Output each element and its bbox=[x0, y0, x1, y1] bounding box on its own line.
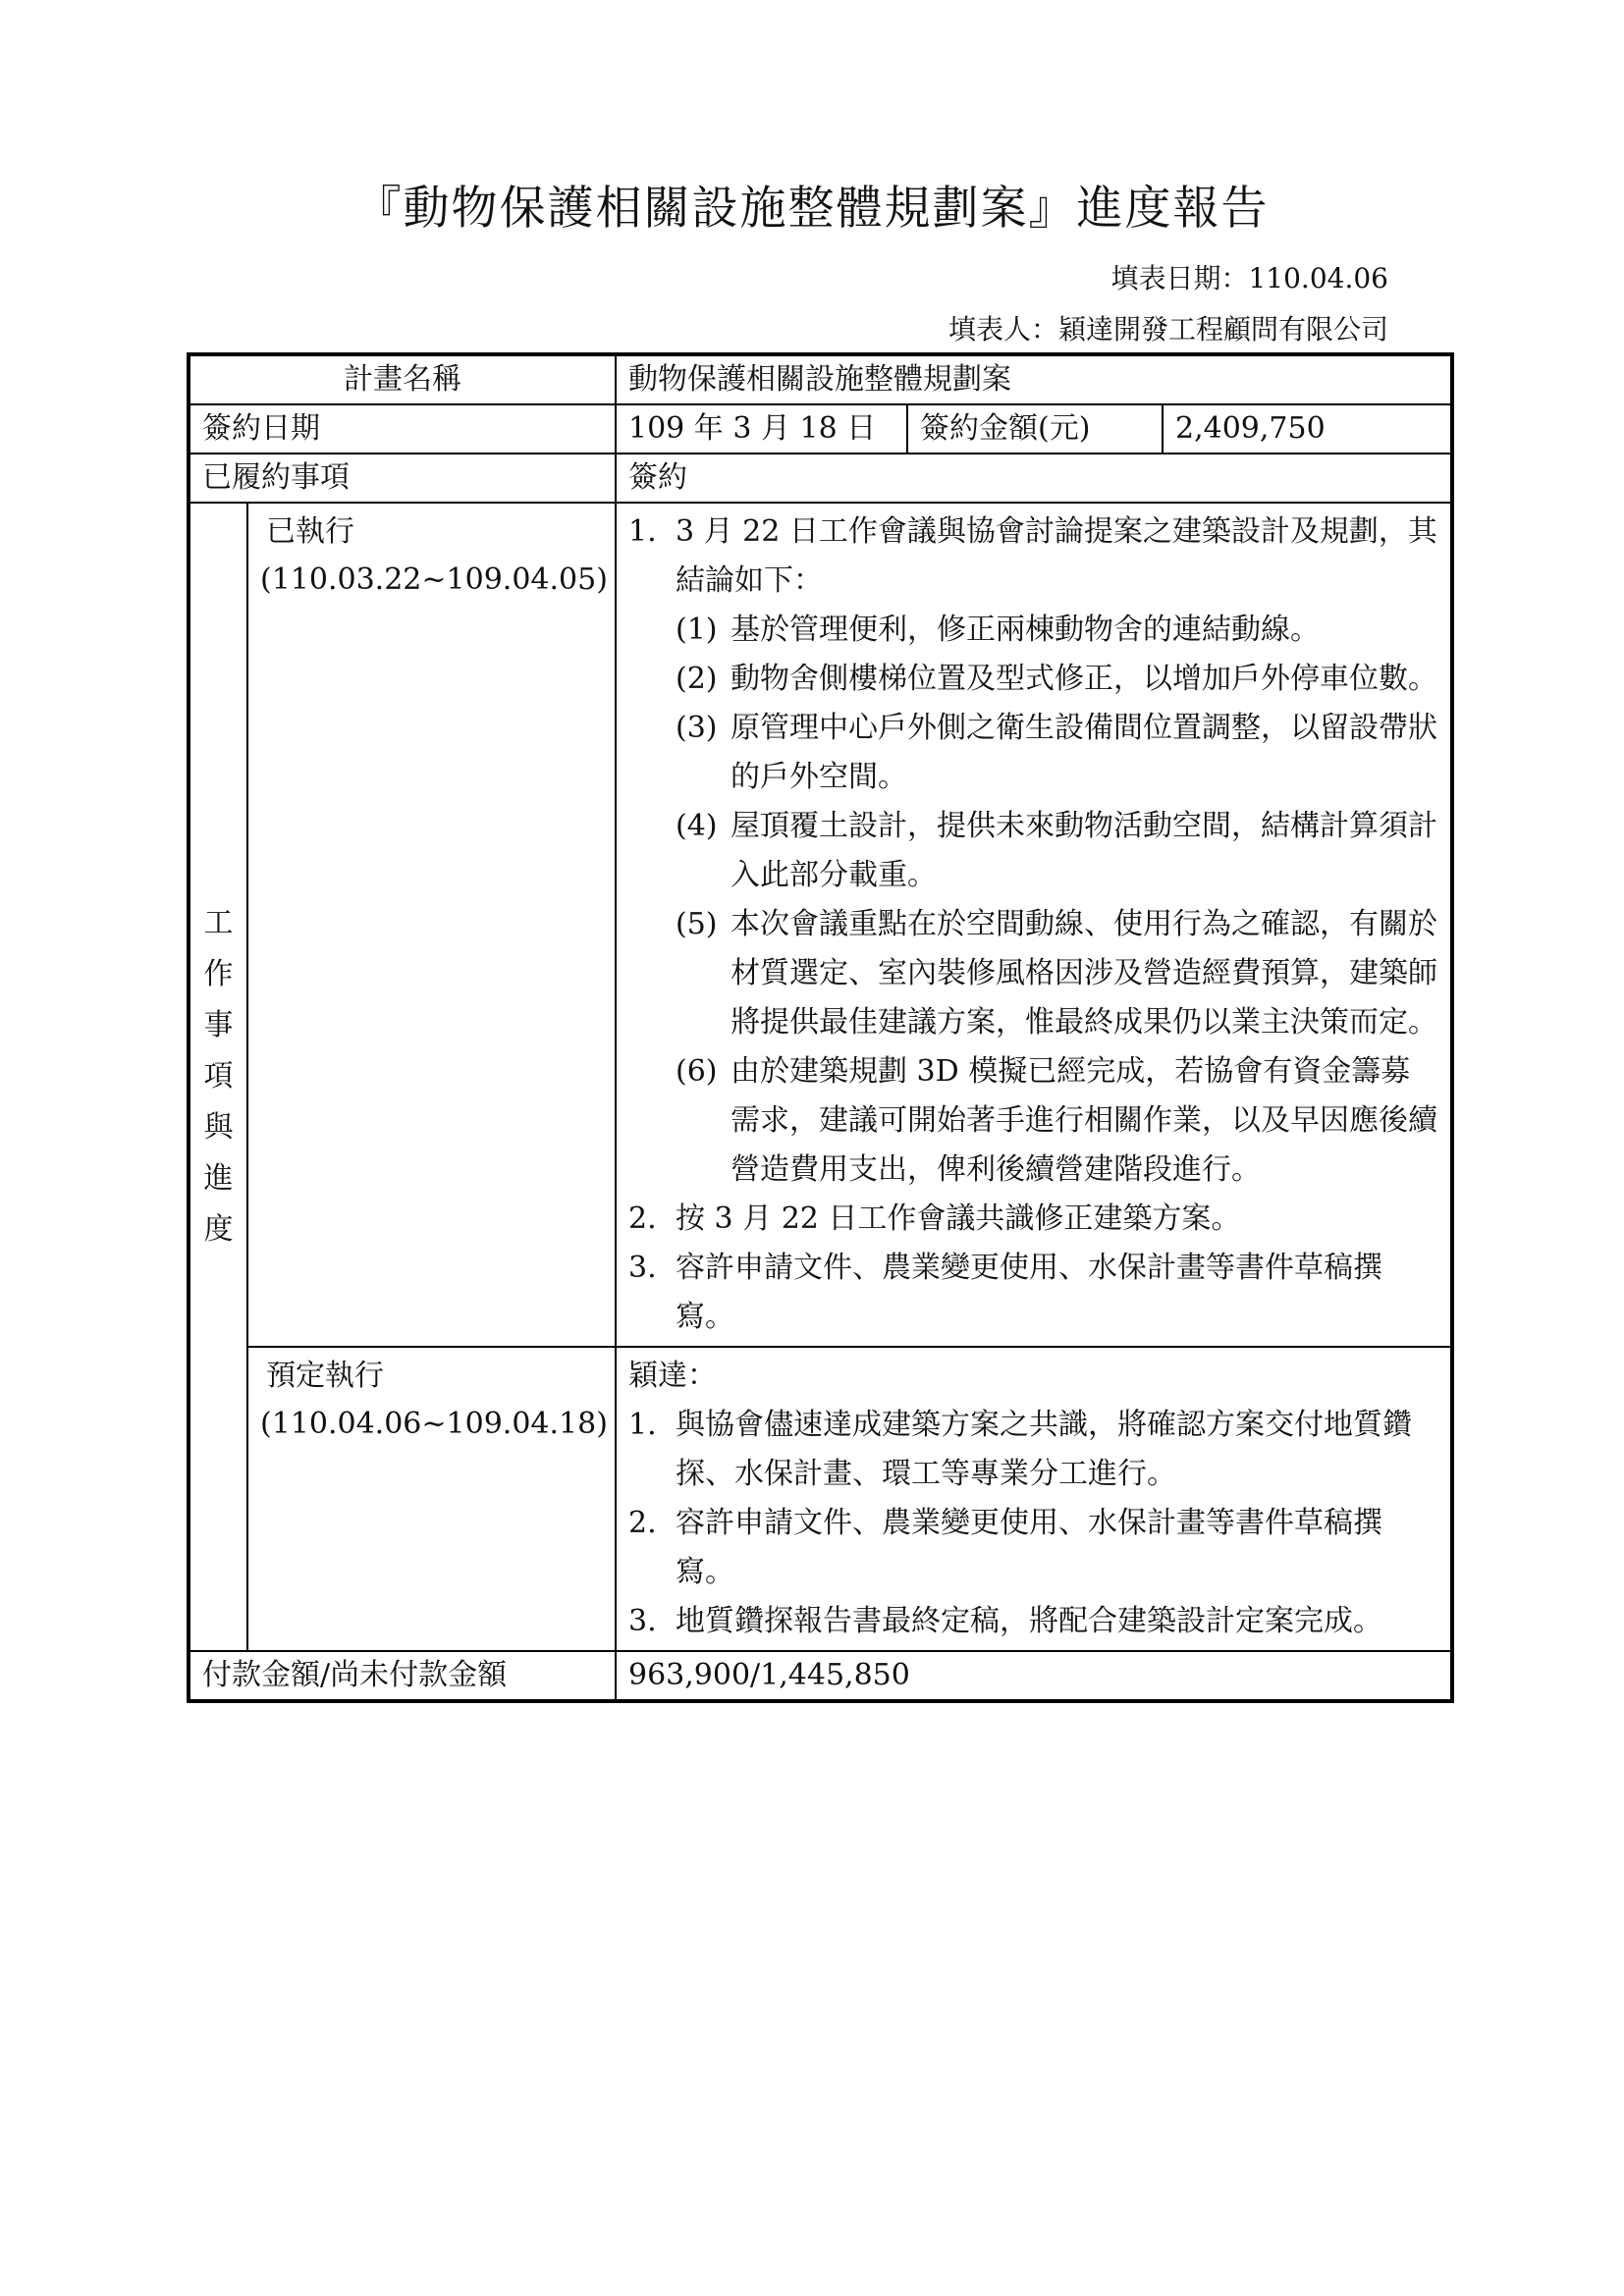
row-payment bbox=[189, 1651, 1452, 1701]
contract-amount-label: 簽約金額(元) bbox=[907, 404, 1163, 454]
project-name-value: 動物保護相關設施整體規劃案 bbox=[616, 354, 1452, 404]
planned-list bbox=[628, 1401, 1438, 1646]
list-item: 3. 容許申請文件、農業變更使用、水保計畫等書件草稿撰寫。 bbox=[628, 1251, 1382, 1334]
row-project-name bbox=[189, 354, 1452, 404]
list-item: (5) 本次會議重點在於空間動線、使用行為之確認，有關於材質選定、室內裝修風格因涉及營造經費預算，建築師將提供最佳建議方案，惟最終成果仍以業主決策而定。 bbox=[676, 907, 1437, 1040]
list-item: 2. 按 3 月 22 日工作會議共識修正建築方案。 bbox=[628, 1201, 1241, 1236]
list-item: (6) 由於建築規劃 3D 模擬已經完成，若協會有資金籌募需求，建議可開始著手進行相關作業，以及早因應後續營造費用支出，俾利後續營建階段進行。 bbox=[676, 1054, 1437, 1187]
payment-value: 963,900/1,445,850 bbox=[616, 1651, 1452, 1701]
payment-label: 付款金額/尚未付款金額 bbox=[189, 1651, 616, 1701]
progress-report-table bbox=[187, 352, 1454, 1703]
list-item: 2. 容許申請文件、農業變更使用、水保計畫等書件草稿撰寫。 bbox=[628, 1506, 1382, 1589]
row-executed bbox=[189, 503, 1452, 1347]
list-item: (3) 原管理中心戶外側之衛生設備間位置調整，以留設帶狀的戶外空間。 bbox=[676, 711, 1437, 794]
sign-date-value: 109 年 3 月 18 日 bbox=[616, 404, 907, 454]
project-name-label: 計畫名稱 bbox=[189, 354, 616, 404]
executed-sublist bbox=[676, 606, 1438, 1195]
planned-content bbox=[616, 1347, 1452, 1651]
planned-range: (110.04.06~109.04.18) bbox=[260, 1407, 608, 1441]
list-item: 1. 3 月 22 日工作會議與協會討論提案之建築設計及規劃，其結論如下： (1) 基於管理便利，修正兩棟動物舍的連結動線。 (2) 動物舍側樓梯位置及型式修正，以增加戶外停車位數。 (3) 原管理中心戶外側之衛生設備間位置調整，以留設帶狀的戶外空間。 (4) 屋頂覆土設計，提供未來動物活動空間，結構計算須計入此部分載重。 (5) 本次會議重點在於空間動線、使用行為之確認，有關於材質選定、室內裝修風格因涉及營造經費預算，建築師將提供最佳建議方案，惟最終成果仍以業主決策而定。 (6) 由於建築規劃 3D 模擬已經完成，若協會有資金籌募需求，建議可開始著手進行相關作業，以及早因應後續營造費用支出，俾利後續營建階段進行。 bbox=[628, 507, 1438, 1195]
planned-label: 預定執行 bbox=[266, 1359, 384, 1393]
executed-range: (110.03.22~109.04.05) bbox=[260, 562, 608, 597]
document-title: 『動物保護相關設施整體規劃案』進度報告 bbox=[354, 182, 1270, 236]
row-sign-date bbox=[189, 404, 1452, 454]
fulfilled-label: 已履約事項 bbox=[189, 454, 616, 503]
list-item: 1. 與協會儘速達成建築方案之共識，將確認方案交付地質鑽探、水保計畫、環工等專業分工進行。 bbox=[628, 1408, 1412, 1491]
executed-label: 已執行 bbox=[266, 514, 354, 549]
executed-list bbox=[628, 507, 1438, 1342]
fill-date: 填表日期：110.04.06 bbox=[1110, 262, 1388, 294]
list-item: (1) 基於管理便利，修正兩棟動物舍的連結動線。 bbox=[676, 613, 1320, 647]
fulfilled-value: 簽約 bbox=[616, 454, 1452, 503]
row-fulfilled bbox=[189, 454, 1452, 503]
list-item: (2) 動物舍側樓梯位置及型式修正，以增加戶外停車位數。 bbox=[676, 662, 1437, 696]
list-item: 3. 地質鑽探報告書最終定稿，將配合建築設計定案完成。 bbox=[628, 1604, 1382, 1638]
planned-label-cell bbox=[247, 1347, 616, 1651]
executed-label-cell bbox=[247, 503, 616, 1347]
contract-amount-value: 2,409,750 bbox=[1163, 404, 1452, 454]
row-planned bbox=[189, 1347, 1452, 1651]
work-progress-label: 工 作 事 項 與 進 度 bbox=[189, 503, 247, 1651]
planned-lead: 穎達： bbox=[628, 1359, 717, 1393]
executed-content bbox=[616, 503, 1452, 1347]
filler: 填表人：穎達開發工程顧問有限公司 bbox=[947, 313, 1388, 346]
sign-date-label: 簽約日期 bbox=[189, 404, 616, 454]
list-item: (4) 屋頂覆土設計，提供未來動物活動空間，結構計算須計入此部分載重。 bbox=[676, 809, 1437, 892]
